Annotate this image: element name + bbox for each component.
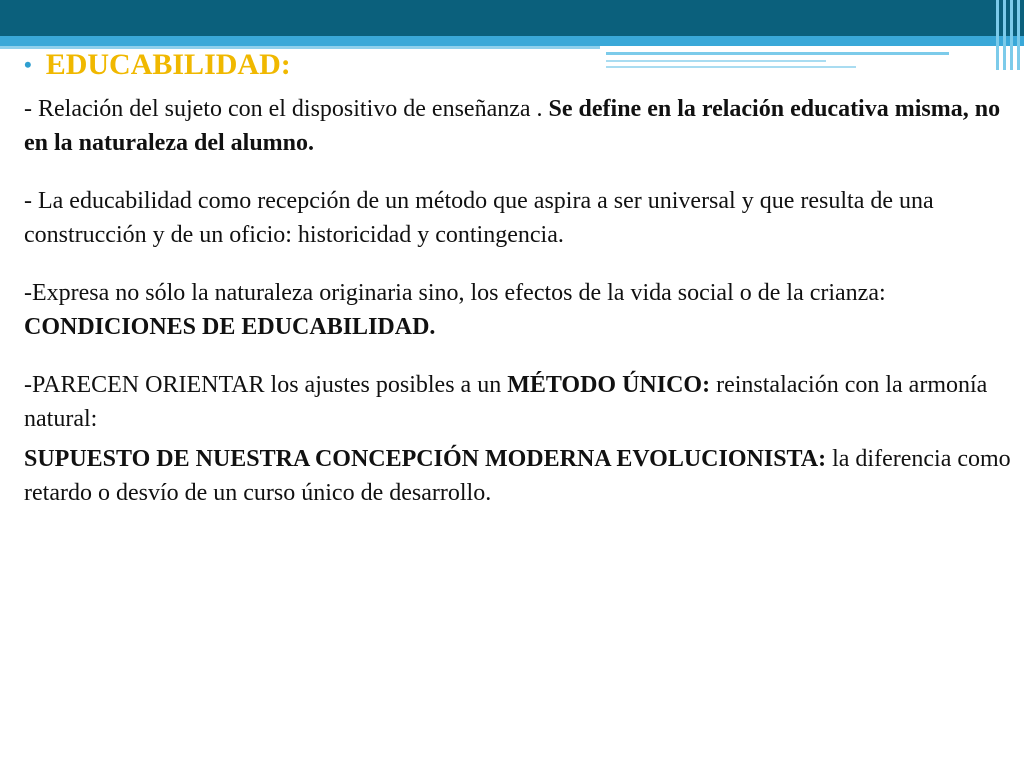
paragraph-1 bbox=[24, 92, 1014, 160]
paragraph-3 bbox=[24, 276, 1014, 344]
p1-text: - Relación del sujeto con el dispositivo de enseñanza . bbox=[24, 96, 549, 122]
header-stripe bbox=[0, 36, 1024, 46]
title-text: EDUCABILIDAD: bbox=[45, 48, 291, 81]
slide-content bbox=[24, 46, 1014, 510]
p5-bold: SUPUESTO DE NUESTRA CONCEPCIÓN MODERNA EVOLUCIONISTA: bbox=[24, 446, 827, 472]
p4-bold: MÉTODO ÚNICO: bbox=[507, 372, 711, 398]
p2-text: - La educabilidad como recepción de un método que aspira a ser universal y que resulta de una construcción y de un oficio: historicidad y contingencia. bbox=[24, 188, 934, 248]
paragraph-5 bbox=[24, 442, 1014, 510]
bullet-icon: • bbox=[24, 52, 32, 77]
p3-bold: CONDICIONES DE EDUCABILIDAD. bbox=[24, 314, 436, 340]
p4-text-2: reinstalación con la armonía natural: bbox=[24, 372, 988, 432]
p4-text: -PARECEN ORIENTAR los ajustes posibles a un bbox=[24, 372, 508, 398]
p1-bold: Se define en la relación educativa misma, no en la naturaleza del alumno. bbox=[24, 96, 1001, 156]
header-bar bbox=[0, 0, 1024, 36]
paragraph-4 bbox=[24, 368, 1014, 436]
p3-text: -Expresa no sólo la naturaleza originaria sino, los efectos de la vida social o de la crianza: bbox=[24, 280, 886, 306]
paragraph-2 bbox=[24, 184, 1014, 252]
slide-title bbox=[24, 46, 1014, 84]
p5-text: la diferencia como retardo o desvío de un curso único de desarrollo. bbox=[24, 446, 1011, 506]
